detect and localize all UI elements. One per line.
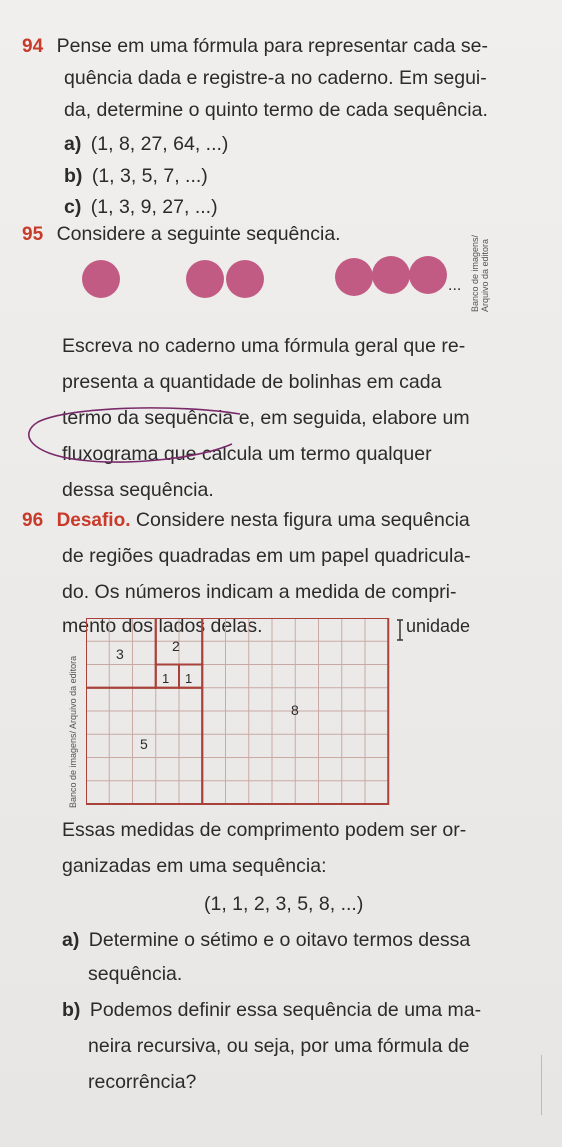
q95-credit: Banco de imagens/ Arquivo da editora: [470, 234, 490, 312]
label-3: 3: [116, 646, 124, 662]
q96-after-line-2: ganizadas em uma sequência:: [62, 855, 327, 877]
dot-term-2b: [226, 260, 264, 298]
q95-number: 95: [22, 224, 44, 245]
q96-item-b-line-1: b) Podemos definir essa sequência de uma ma-: [62, 999, 482, 1021]
dots-ellipsis: ...: [448, 277, 462, 294]
q94-line-3: da, determine o quinto termo de cada sequência.: [64, 99, 488, 121]
label-5: 5: [140, 736, 148, 752]
q96-line-3: do. Os números indicam a medida de compri-: [62, 581, 457, 603]
q96-line-4: mento dos lados delas.: [62, 615, 263, 637]
q95-line-3: termo da sequência e, em seguida, elabore um: [62, 407, 470, 429]
q94-item-b: b) (1, 3, 5, 7, ...): [64, 165, 208, 187]
q94-line-2: quência dada e registre-a no caderno. Em segui-: [64, 67, 487, 89]
q96-sequence: (1, 1, 2, 3, 5, 8, ...): [204, 893, 364, 915]
q96-item-b-line-3: recorrência?: [88, 1071, 197, 1093]
unit-label: unidade: [406, 616, 471, 636]
q94-number: 94: [22, 36, 44, 57]
dot-term-3b: [372, 256, 410, 294]
dot-term-1: [82, 260, 120, 298]
dot-term-3a: [335, 258, 373, 296]
q95-line-2: presenta a quantidade de bolinhas em cada: [62, 371, 442, 393]
q95-line-5: dessa sequência.: [62, 479, 214, 501]
q96-line-2: de regiões quadradas em um papel quadricula-: [62, 545, 471, 567]
q95-line-4: fluxograma que calcula um termo qualquer: [62, 443, 432, 465]
q95-line-1: Escreva no caderno uma fórmula geral que re-: [62, 335, 466, 357]
q96-item-a-line-1: a) Determine o sétimo e o oitavo termos dessa: [62, 929, 471, 951]
q96-line-1: 96 Desafio. Considere nesta figura uma sequência: [22, 509, 470, 531]
page-margin-line: [541, 1055, 542, 1115]
label-2: 2: [172, 638, 180, 654]
label-1a: 1: [162, 671, 170, 686]
q96-challenge: Desafio.: [56, 510, 131, 531]
label-8: 8: [291, 702, 299, 718]
q94-item-c: c) (1, 3, 9, 27, ...): [64, 196, 218, 218]
q96-after-line-1: Essas medidas de comprimento podem ser or-: [62, 819, 467, 841]
dot-term-3c: [409, 256, 447, 294]
pencil-circle-mark: [0, 400, 260, 470]
q94-item-a: a) (1, 8, 27, 64, ...): [64, 133, 229, 155]
q96-item-b-line-2: neira recursiva, ou seja, por uma fórmula de: [88, 1035, 470, 1057]
label-1b: 1: [185, 671, 193, 686]
q96-item-a-line-2: sequência.: [88, 963, 183, 985]
q96-credit: Banco de imagens/ Arquivo da editora: [68, 655, 78, 808]
dot-term-2a: [186, 260, 224, 298]
fibonacci-grid-figure: [86, 618, 416, 808]
q94-line-1: 94 Pense em uma fórmula para representar cada se-: [22, 35, 488, 57]
q95-title: 95 Considere a seguinte sequência.: [22, 223, 341, 245]
q96-number: 96: [22, 510, 44, 531]
